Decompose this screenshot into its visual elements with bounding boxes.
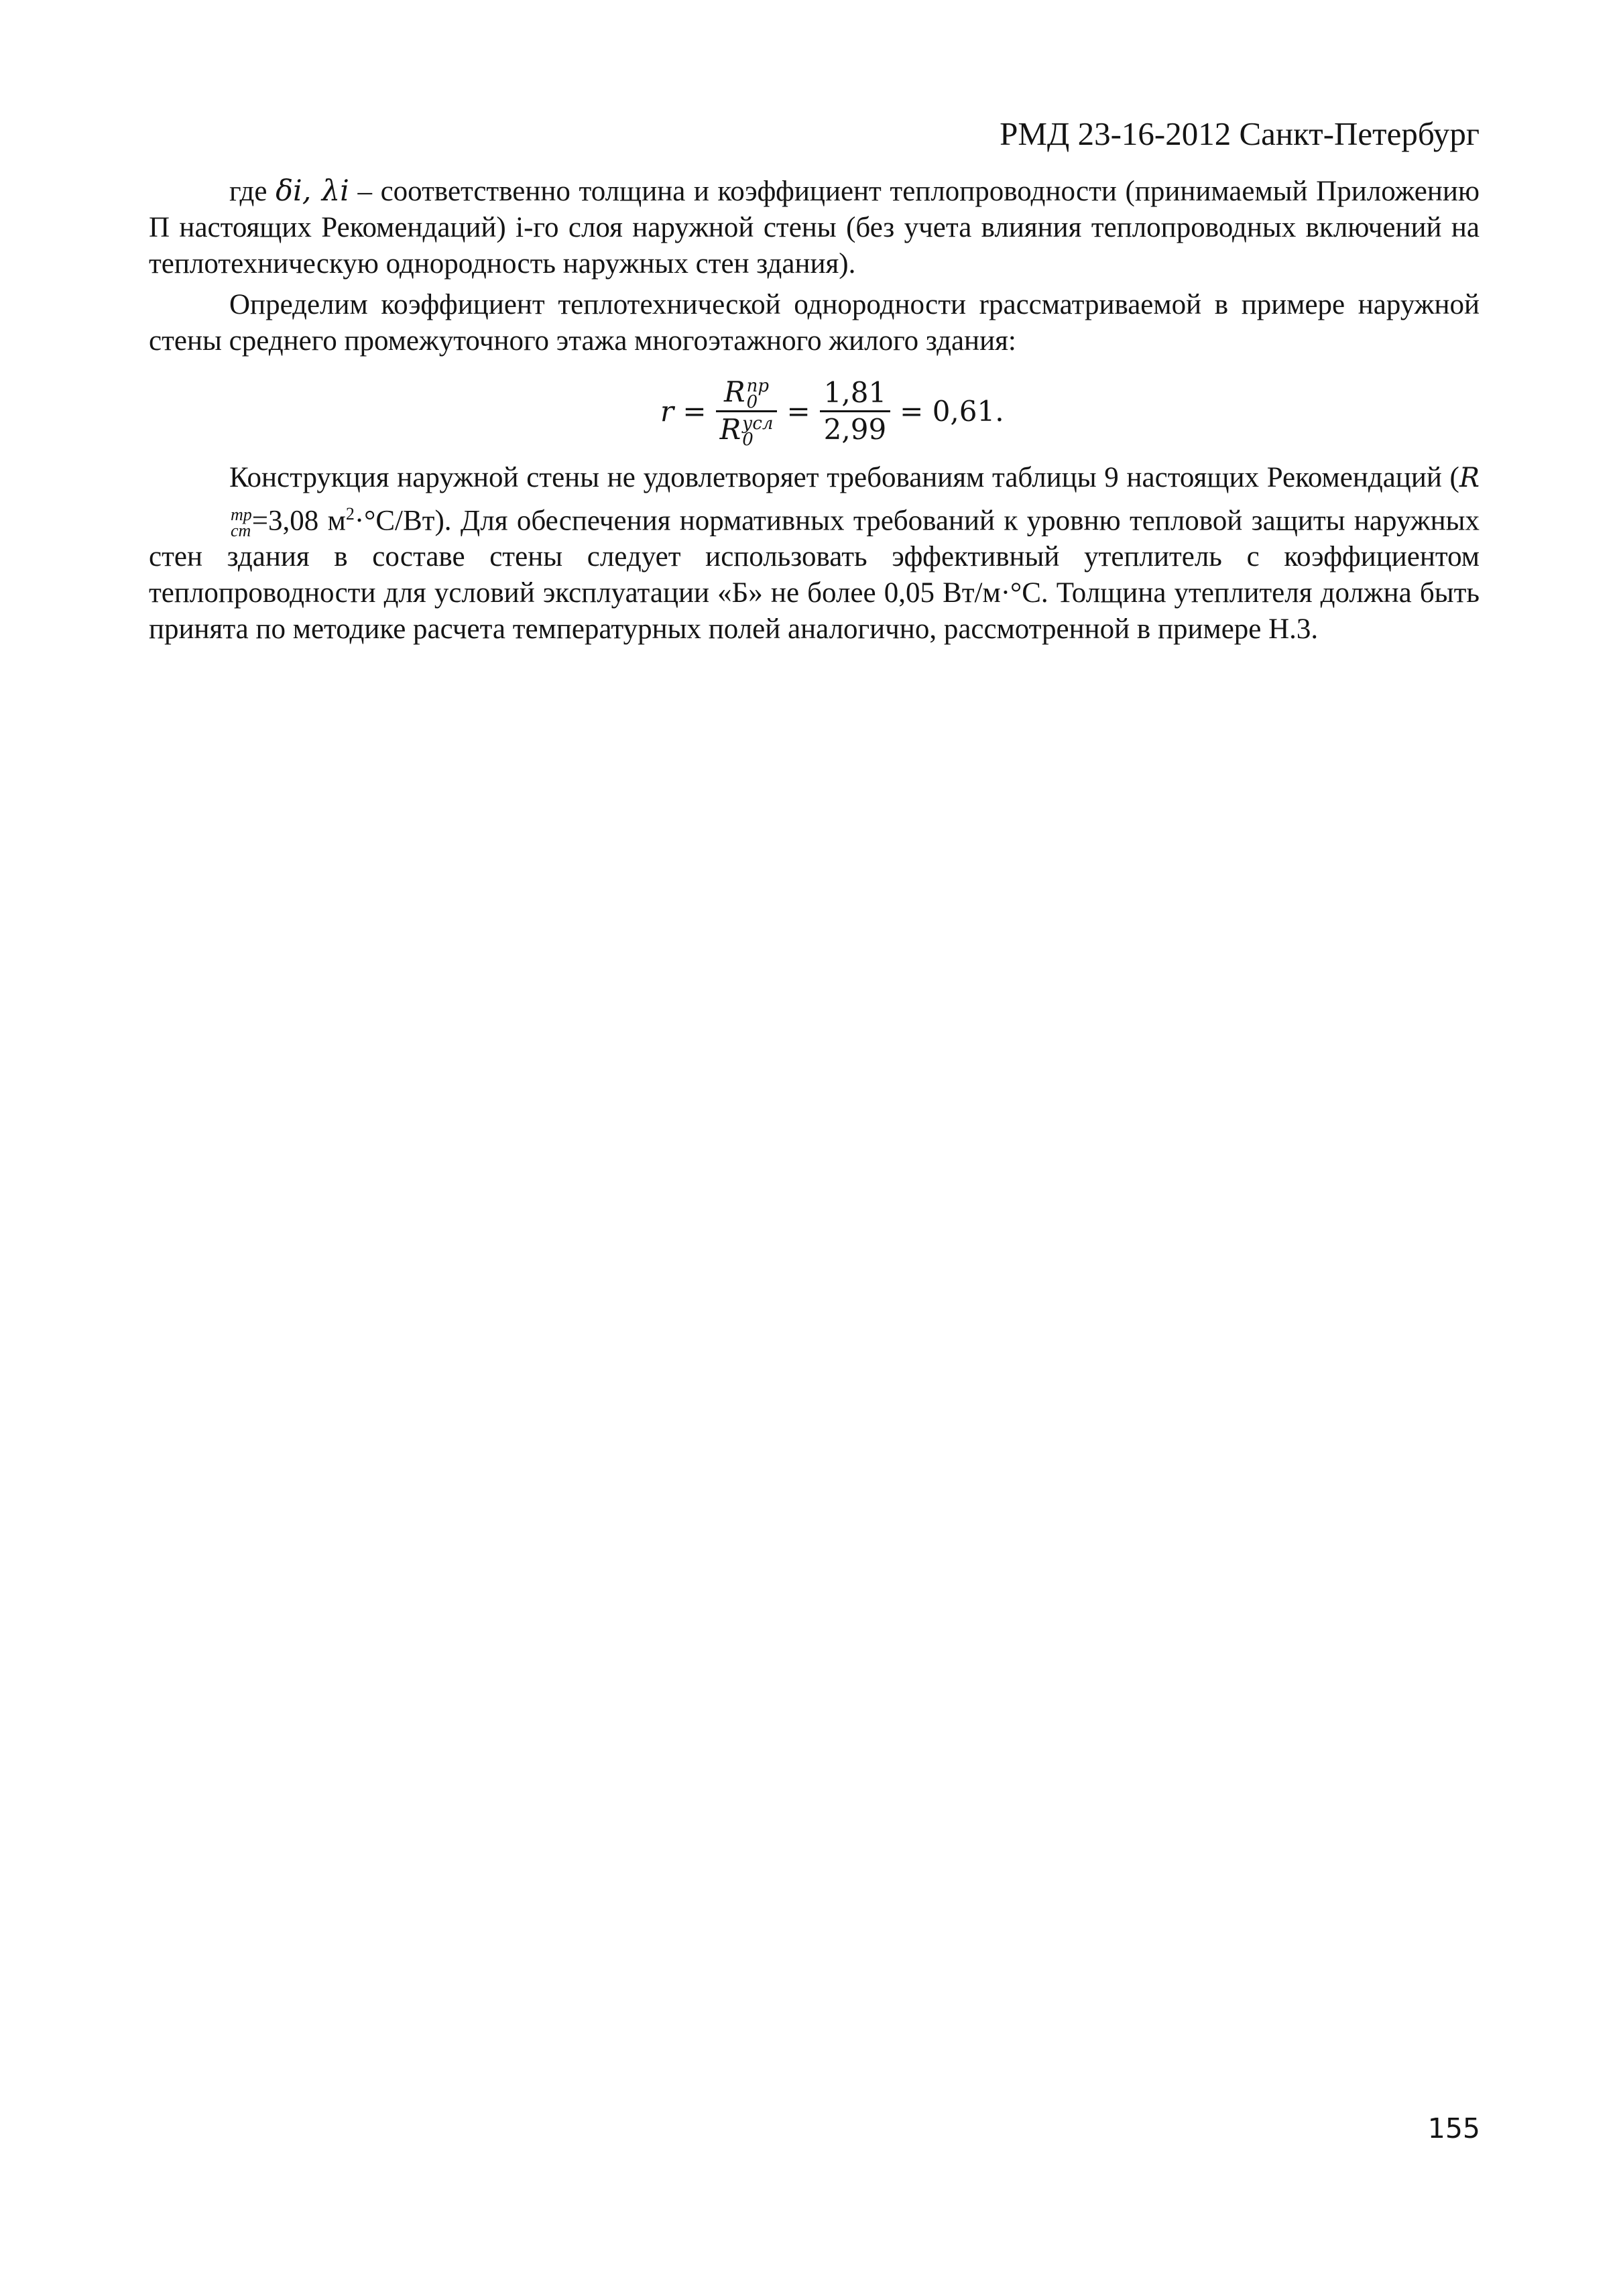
paragraph-text-part2: =3,08 м: [251, 505, 346, 537]
required-resistance-subscript: ст: [231, 521, 251, 541]
formula-result: = 0,61.: [900, 394, 1004, 428]
paragraph-text: – соответственно толщина и коэффициент теплопроводности (принимаемый Приложению П настоящих Рекомендаций) i-го слоя наружной стены (без учета влияния теплопроводных включений на теплотехническую однородность наружных стен здания).: [149, 176, 1480, 280]
numerator-symbol: R: [724, 375, 745, 408]
fraction-numerator: [720, 375, 773, 410]
numerator-superscript: пр: [746, 375, 770, 396]
square-superscript: 2: [345, 504, 355, 524]
formula-equals: =: [786, 394, 810, 428]
denominator-superscript: усл: [742, 413, 774, 434]
paragraph-conclusion: [149, 460, 1480, 648]
paragraph-where-definition: [149, 173, 1480, 282]
paragraph-text: Определим коэффициент теплотехнической однородности rрассматриваемой в примере наружной стены среднего промежуточного этажа многоэтажного жилого здания:: [149, 289, 1480, 357]
numerator-subscript: 0: [746, 391, 758, 412]
running-header: РМД 23-16-2012 Санкт-Петербург: [1000, 115, 1480, 152]
numeric-denominator: 2,99: [823, 412, 887, 446]
formula-fraction-numeric: [820, 375, 891, 447]
paragraph-determine-coefficient: [149, 287, 1480, 359]
paragraph-text-part3: ·°С/Вт). Для обеспечения нормативных требований к уровню тепловой защиты наружных стен здания в составе стены следует использовать эффективный утеплитель с коэффициентом теплопроводности для условий эксплуатации «Б» не более 0,05 Вт/м·°С. Толщина утеплителя должна быть принята по методике расчета температурных полей аналогично, рассмотренной в примере Н.3.: [149, 505, 1480, 646]
formula-homogeneity-coefficient: [660, 367, 1004, 455]
required-resistance-symbol: R: [1459, 463, 1480, 493]
denominator-subscript: 0: [742, 429, 754, 450]
page-number: 155: [1427, 2112, 1480, 2144]
delta-lambda-symbols: δi, λi: [276, 174, 349, 208]
formula-lhs: r =: [660, 394, 707, 428]
required-resistance-superscript: тр: [231, 505, 252, 525]
fraction-denominator: [716, 412, 778, 448]
denominator-symbol: R: [719, 412, 741, 446]
paragraph-text-part1: Конструкция наружной стены не удовлетворяет требованиям таблицы 9 настоящих Рекомендаций (: [229, 462, 1459, 493]
paragraph-prefix: где: [229, 176, 276, 207]
formula-fraction-symbolic: [716, 375, 778, 448]
numeric-numerator: 1,81: [823, 375, 887, 409]
